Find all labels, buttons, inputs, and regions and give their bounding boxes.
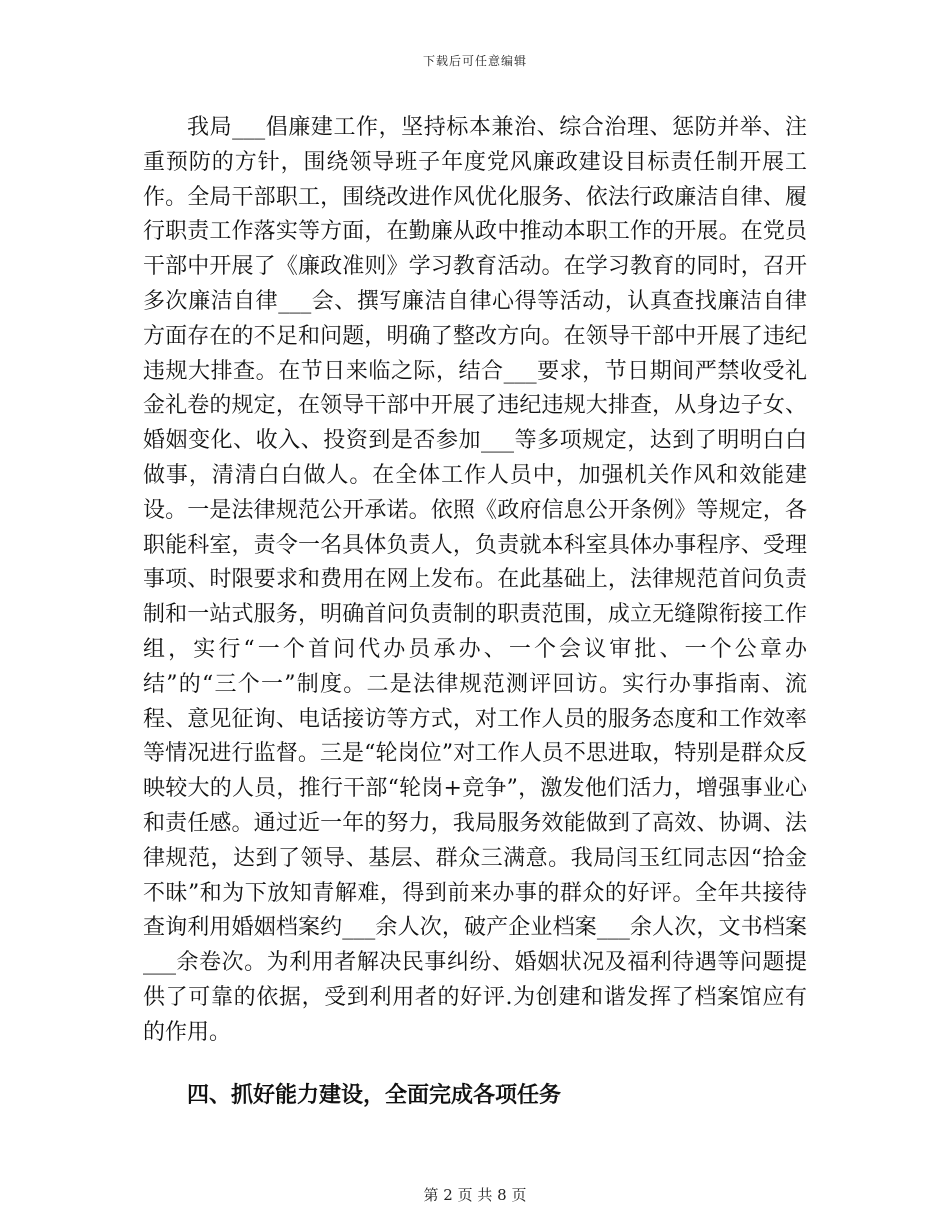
- section-heading: 四、抓好能力建设，全面完成各项任务: [187, 1082, 562, 1108]
- page-header: 下载后可任意编辑: [422, 54, 527, 68]
- body-paragraph: 我局___倡廉建工作，坚持标本兼治、综合治理、惩防并举、注重预防的方针，围绕领导班子年度党风廉政建设目标责任制开展工作。全局干部职工，围绕改进作风优化服务、依法行政廉洁自律、履行职责工作落实等方面，在勤廉从政中推动本职工作的开展。在党员干部中开展了《廉政准则》学习教育活动。在学习教育的同时，召开多次廉洁自律___会、撰写廉洁自律心得等活动，认真查找廉洁自律方面存在的不足和问题，明确了整改方向。在领导干部中开展了违纪违规大排查。在节日来临之际，结合___要求，节日期间严禁收受礼金礼卷的规定，在领导干部中开展了违纪违规大排查，从身边子女、婚姻变化、收入、投资到是否参加___等多项规定，达到了明明白白做事，清清白白做人。在全体工作人员中，加强机关作风和效能建设。一是法律规范公开承诺。依照《政府信息公开条例》等规定，各职能科室，责令一名具体负责人，负责就本科室具体办事程序、受理事项、时限要求和费用在网上发布。在此基础上，法律规范首问负责制和一站式服务，明确首问负责制的职责范围，成立无缝隙衔接工作组，实行“一个首问代办员承办、一个会议审批、一个公章办结”的“三个一”制度。二是法律规范测评回访。实行办事指南、流程、意见征询、电话接访等方式，对工作人员的服务态度和工作效率等情况进行监督。三是“轮岗位”对工作人员不思进取，特别是群众反映较大的人员，推行干部“轮岗+竞争”，激发他们活力，增强事业心和责任感。通过近一年的努力，我局服务效能做到了高效、协调、法律规范，达到了领导、基层、群众三满意。我局闫玉红同志因“拾金不昧”和为下放知青解难，得到前来办事的群众的好评。全年共接待查询利用婚姻档案约___余人次，破产企业档案___余人次，文书档案___余卷次。为利用者解决民事纠纷、婚姻状况及福利待遇等问题提供了可靠的依据，受到利用者的好评.为创建和谐发挥了档案馆应有的作用。: [143, 115, 807, 1045]
- page-footer: 第 2 页 共 8 页: [423, 1186, 527, 1204]
